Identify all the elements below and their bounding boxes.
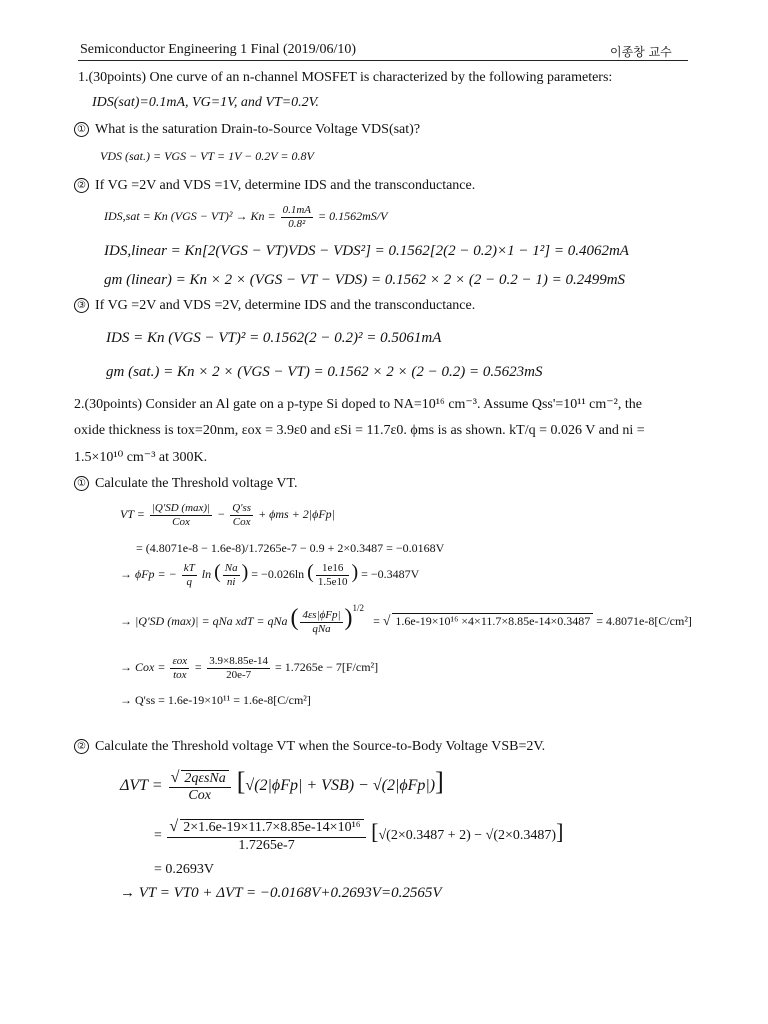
cox-frac2 — [207, 655, 270, 681]
delta-vt-result: = 0.2693V — [154, 862, 215, 877]
phi-ni-den: ni — [226, 575, 236, 588]
q1-part2 — [74, 178, 475, 194]
cox-formula: → Cox = $\frac{\text{εox}}{\text{tox}}$ = $\frac{3.9\times 8.85e-14}{20e-7}$ = 1.7265e − 7[F/cm²] — [120, 655, 379, 681]
qsd-result: = 4.8071e-8[C/cm²] — [596, 614, 692, 628]
phi-na-num: Na — [224, 562, 238, 575]
marker-q2-2: ② — [74, 739, 89, 754]
dvt2-num: 2×1.6e-19×11.7×8.85e-14×10¹⁶ — [180, 819, 363, 836]
phi-lhs: → ϕFp = − — [120, 567, 177, 581]
q1-part2-eq2: IDS,linear = Kn[2(VGS − VT)VDS − VDS²] = 0.1562[2(2 − 0.2)×1 − 1²] = 0.4062mA — [104, 243, 629, 259]
cox-num2: 3.9×8.85e-14 — [209, 655, 269, 667]
phi-kt-num: kT — [183, 562, 195, 575]
q1-part1 — [74, 122, 420, 138]
q1-part1-equation: VDS (sat.) = VGS − VT = 1V − 0.2V = 0.8V — [100, 149, 314, 163]
q1-part3 — [74, 298, 475, 314]
q1-part3-eq2: gm (sat.) = Kn × 2 × (VGS − VT) = 0.1562 × 2 × (2 − 0.2) = 0.5623mS — [106, 364, 543, 380]
q1-part3-eq1: IDS = Kn (VGS − VT)² = 0.1562(2 − 0.2)² = 0.5061mA — [106, 330, 442, 346]
vt-final: → VT = VT0 + ΔVT = −0.0168V+0.2693V=0.2565V — [120, 885, 442, 901]
cox-lhs: → Cox = — [120, 659, 166, 674]
phi-kt-frac — [182, 562, 197, 588]
q2-line1: 2.(30points) Consider an Al gate on a p-type Si doped to NA=10¹⁶ cm⁻³. Assume Qss'=10¹¹ cm⁻², the — [74, 397, 642, 412]
q1-part2-eq3: gm (linear) = Kn × 2 × (VGS − VT − VDS) = 0.1562 × 2 × (2 − 0.2 − 1) = 0.2499mS — [104, 272, 626, 288]
professor-name: 이종창 교수 — [610, 45, 672, 59]
phi-val-frac — [316, 562, 350, 588]
vt-formula: VT = $\frac{|Q'SD (\max)|}{\text{Cox}}$ − $\frac{Q'ss}{\text{Cox}}$ + ϕms + 2|ϕFp| — [120, 502, 335, 528]
vt-evaluation: = (4.8071e-8 − 1.6e-8)/1.7265e-7 − 0.9 + 2×0.3487 = −0.0168V — [136, 541, 445, 555]
qsd-radicand: 1.6e-19×10¹⁶ ×4×11.7×8.85e-14×0.3487 — [392, 613, 593, 629]
vt-lhs: VT = — [120, 506, 145, 521]
vt-frac2-den: Cox — [232, 515, 251, 528]
phi-val-num: 1e16 — [316, 562, 350, 576]
phi-fp-formula: → ϕFp = − $\frac{kT}{q}$ ln ( $\frac{Na}{ni}$ ) = −0.026ln ( $\frac{1e16}{1.5e10}$ ) = −0.3487V — [120, 561, 420, 588]
q2-line2: oxide thickness is tox=20nm, εox = 3.9ε0 and εSi = 11.7ε0. ϕms is as shown. kT/q = 0.026 V and ni = — [74, 423, 645, 438]
qsd-den: qNa — [312, 622, 331, 635]
kn-result: = 0.1562mS/V — [317, 208, 388, 223]
qsd-frac — [300, 609, 342, 635]
dvt-den: Cox — [188, 788, 211, 804]
delta-vt-formula: ΔVT = $\frac{\text{√ 2qεsNa}}{\text{Cox}}$ [√(2|ϕFp| + VSB) − √(2|ϕFp|)] — [120, 767, 444, 804]
phi-kt-den: q — [186, 575, 192, 588]
qss-equation: → Q'ss = 1.6e-19×10¹¹ = 1.6e-8[C/cm²] — [120, 693, 311, 707]
kn-fraction — [281, 204, 313, 230]
q2-part1-text: Calculate the Threshold voltage VT. — [95, 476, 298, 491]
q2-part1 — [74, 476, 298, 492]
q1-part1-text: What is the saturation Drain-to-Source Voltage VDS(sat)? — [95, 122, 421, 137]
cox-num1: εox — [172, 655, 188, 667]
phi-val-den: 1.5e10 — [317, 575, 348, 588]
q1-part3-text: If VG =2V and VDS =2V, determine IDS and the transconductance. — [95, 298, 476, 313]
kn-lhs: IDS,sat = Kn (VGS − VT)² → Kn = — [104, 208, 276, 223]
phi-ln: ln — [201, 567, 212, 581]
vt-frac2 — [230, 502, 253, 528]
qsd-exponent: 1/2 — [352, 603, 365, 613]
q2-line3: 1.5×10¹⁰ cm⁻³ at 300K. — [74, 450, 208, 465]
vt-frac1 — [150, 502, 212, 528]
delta-vt-eval: = $\frac{\text{√ 2×1.6e-19×11.7×8.85e-14×10¹⁶}}{1.7265e-7}$ [√(2×0.3487 + 2) − √(2×0.3487)] — [154, 818, 564, 853]
dvt2-bracket: √(2×0.3487 + 2) − √(2×0.3487) — [378, 828, 557, 844]
qsd-lhs: → |Q'SD (max)| = qNa xdT = qNa — [120, 614, 288, 628]
cox-frac1 — [170, 655, 189, 681]
q1-part2-eq1 — [104, 204, 387, 230]
dvt-bracket: √(2|ϕFp| + VSB) − √(2|ϕFp|) — [245, 777, 436, 794]
vt-frac2-num: Q'ss — [232, 502, 252, 514]
vt-tail: + ϕms + 2|ϕFp| — [258, 506, 335, 521]
kn-den: 0.8² — [288, 217, 306, 230]
dvt-frac: $\frac{\text{√ 2qεsNa}}{\text{Cox}}$ — [169, 769, 231, 805]
kn-num: 0.1mA — [282, 204, 311, 216]
dvt-num: 2qεsNa — [181, 770, 228, 787]
exam-title: Semiconductor Engineering 1 Final (2019/06/10) — [80, 42, 357, 57]
cox-den1: tox — [173, 668, 187, 681]
q1-intro: 1.(30points) One curve of an n-channel MOSFET is characterized by the following parameters: — [78, 70, 613, 85]
marker-q2-1: ① — [74, 476, 89, 491]
qsd-formula: → |Q'SD (max)| = qNa xdT = qNa ( $\frac{\text{4εs|ϕFp|}}{\text{qNa}}$ )$^{1/2}$ = √ 1.6e-19×10¹⁶ ×4×11.7×8.85e-14×0.3487 = 4.8071e-8[C/cm²] — [120, 603, 692, 635]
qsd-num: 4εs|ϕFp| — [302, 609, 341, 622]
phi-na-frac — [223, 562, 240, 588]
marker-3: ③ — [74, 298, 89, 313]
cox-den2: 20e-7 — [226, 668, 252, 681]
phi-result: = −0.3487V — [361, 567, 420, 581]
header-rule — [78, 60, 688, 61]
marker-1: ① — [74, 122, 89, 137]
q1-part2-text: If VG =2V and VDS =1V, determine IDS and the transconductance. — [95, 178, 476, 193]
cox-result: = 1.7265e − 7[F/cm²] — [275, 659, 379, 674]
q1-params: IDS(sat)=0.1mA, VG=1V, and VT=0.2V. — [92, 95, 319, 110]
dvt2-frac: $\frac{\text{√ 2×1.6e-19×11.7×8.85e-14×10¹⁶}}{1.7265e-7}$ — [167, 818, 365, 854]
phi-mid: = −0.026ln — [251, 567, 305, 581]
marker-2: ② — [74, 178, 89, 193]
q2-part2-text: Calculate the Threshold voltage VT when the Source-to-Body Voltage VSB=2V. — [95, 739, 546, 754]
dvt2-den: 1.7265e-7 — [238, 837, 295, 853]
dvt-lhs: ΔVT = — [120, 777, 163, 794]
vt-frac1-num: |Q'SD (max)| — [151, 502, 211, 514]
vt-frac1-den: Cox — [172, 515, 190, 528]
q2-part2 — [74, 739, 545, 755]
